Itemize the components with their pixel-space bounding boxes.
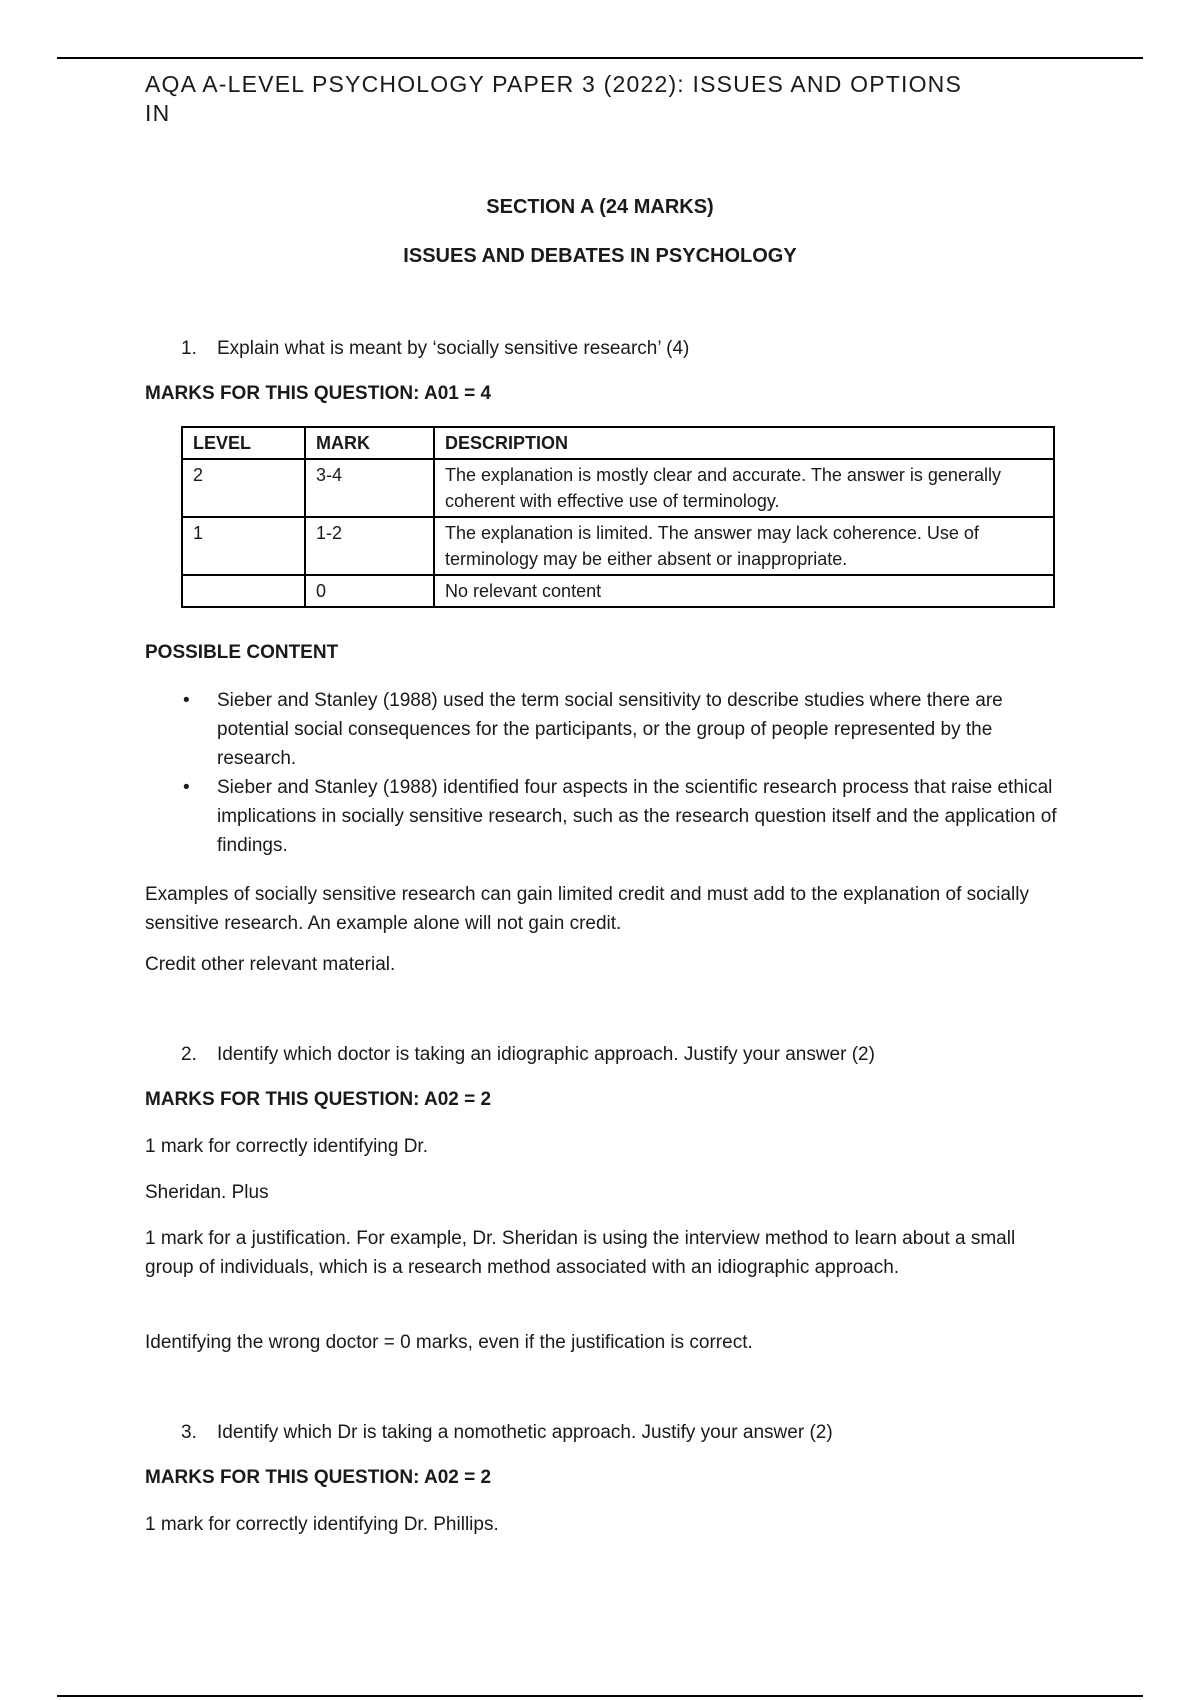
- table-header-row: [182, 427, 1054, 459]
- possible-content-list: [181, 686, 1061, 860]
- bullet-icon: •: [183, 777, 190, 798]
- table-row: [182, 517, 1054, 575]
- q2-justification: 1 mark for a justification. For example, Dr. Sheridan is using the interview method to learn about a small group of individuals, which is a research method associated with an idiographic approach.: [145, 1228, 1016, 1278]
- question-number: 3.: [181, 1422, 197, 1443]
- question-3: [181, 1422, 833, 1444]
- table-cell-mark: 0: [305, 575, 434, 607]
- question-1: [181, 338, 689, 360]
- table-cell-level: 1: [182, 517, 305, 575]
- q3-line-1: 1 mark for correctly identifying Dr. Phillips.: [145, 1514, 499, 1535]
- question-text: Explain what is meant by ‘socially sensitive research’ (4): [217, 338, 690, 359]
- table-cell-description: No relevant content: [434, 575, 1054, 607]
- q1-credit: Credit other relevant material.: [145, 954, 396, 975]
- list-item: [181, 686, 1061, 773]
- section-heading: SECTION A (24 MARKS): [486, 196, 714, 218]
- possible-content-heading: POSSIBLE CONTENT: [145, 642, 339, 663]
- q3-marks: MARKS FOR THIS QUESTION: A02 = 2: [145, 1467, 492, 1488]
- q2-line-1: 1 mark for correctly identifying Dr.: [145, 1136, 428, 1157]
- column-header-level: LEVEL: [182, 427, 305, 459]
- table-cell-level: 2: [182, 459, 305, 517]
- table-cell-mark: 3-4: [305, 459, 434, 517]
- question-2: [181, 1044, 875, 1066]
- column-header-mark: MARK: [305, 427, 434, 459]
- table-row: [182, 575, 1054, 607]
- q2-line-2: Sheridan. Plus: [145, 1182, 269, 1203]
- table-cell-description: The explanation is limited. The answer may lack coherence. Use of terminology may be either absent or inappropriate.: [434, 517, 1054, 575]
- question-text: Identify which Dr is taking a nomothetic approach. Justify your answer (2): [217, 1422, 833, 1443]
- q2-wrong-doctor: Identifying the wrong doctor = 0 marks, even if the justification is correct.: [145, 1332, 753, 1353]
- table-cell-description: The explanation is mostly clear and accurate. The answer is generally coherent with effective use of terminology.: [434, 459, 1054, 517]
- list-item: [181, 773, 1061, 860]
- table-cell-level: [182, 575, 305, 607]
- document-body: [145, 70, 1065, 1535]
- question-number: 1.: [181, 338, 197, 359]
- bottom-rule: [57, 1695, 1143, 1697]
- bullet-icon: •: [183, 690, 190, 711]
- topic-heading: ISSUES AND DEBATES IN PSYCHOLOGY: [403, 245, 797, 267]
- table-row: [182, 459, 1054, 517]
- column-header-description: DESCRIPTION: [434, 427, 1054, 459]
- top-rule: [57, 57, 1143, 59]
- question-text: Identify which doctor is taking an idiographic approach. Justify your answer (2): [217, 1044, 875, 1065]
- q1-marks: MARKS FOR THIS QUESTION: A01 = 4: [145, 383, 492, 404]
- document-title: AQA A-LEVEL PSYCHOLOGY PAPER 3 (2022): ISSUES AND OPTIONS IN: [145, 71, 963, 126]
- table-cell-mark: 1-2: [305, 517, 434, 575]
- list-item-text: Sieber and Stanley (1988) identified four aspects in the scientific research process that raise ethical implications in socially sensitive research, such as the research question itself and the application of findings.: [217, 777, 1057, 856]
- mark-scheme-table: [181, 426, 1055, 608]
- q2-marks: MARKS FOR THIS QUESTION: A02 = 2: [145, 1089, 492, 1110]
- q1-note: Examples of socially sensitive research can gain limited credit and must add to the explanation of socially sensitive research. An example alone will not gain credit.: [145, 884, 1029, 934]
- question-number: 2.: [181, 1044, 197, 1065]
- list-item-text: Sieber and Stanley (1988) used the term social sensitivity to describe studies where there are potential social consequences for the participants, or the group of people represented by the research.: [217, 690, 1003, 769]
